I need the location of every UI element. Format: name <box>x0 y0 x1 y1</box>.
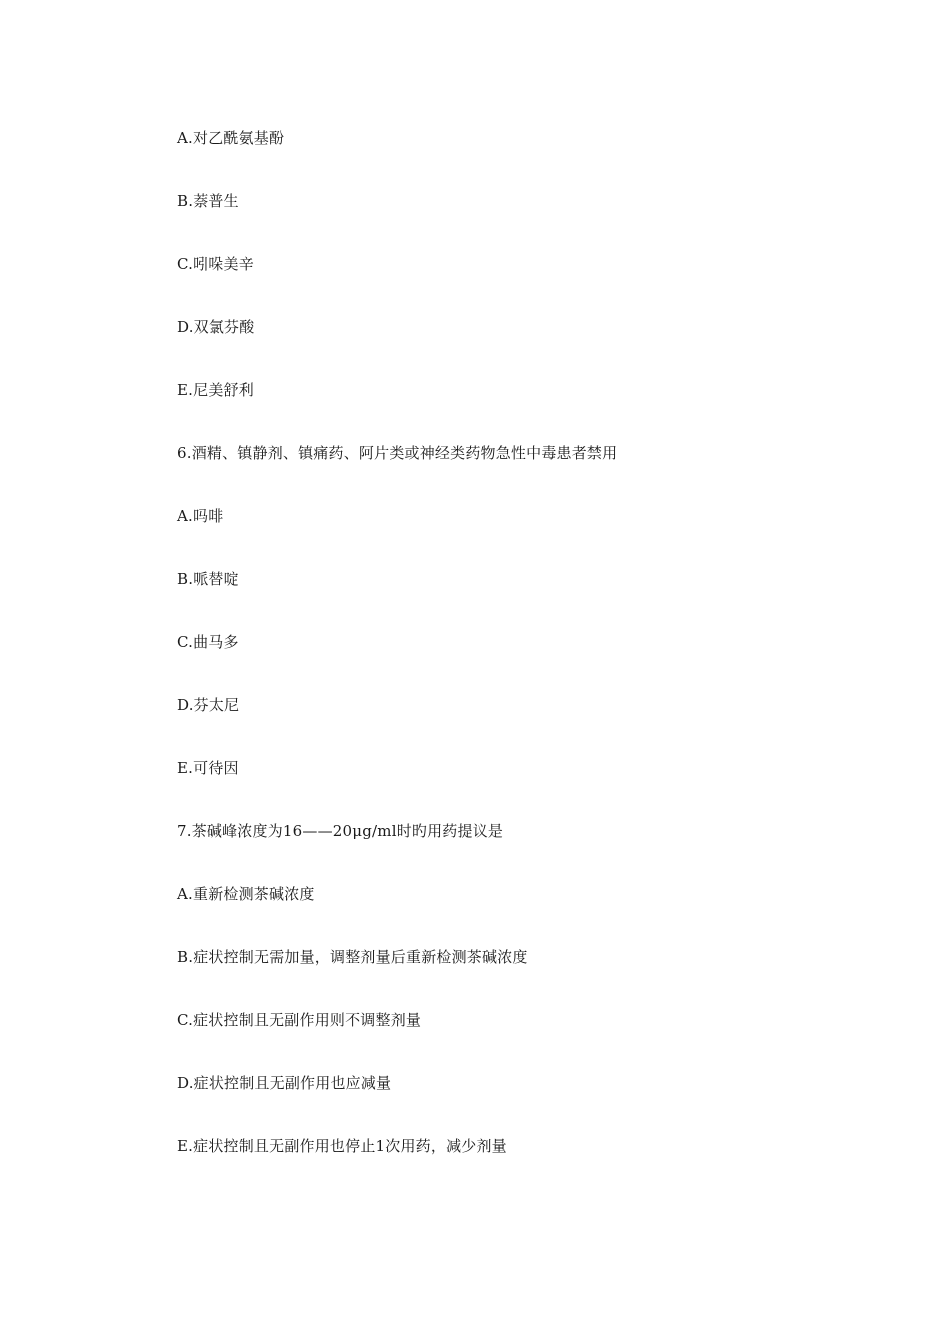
option-e-q6: E.可待因 <box>177 759 239 777</box>
question-7: 7.茶碱峰浓度为16——20μg/ml时旳用药提议是 <box>177 822 504 840</box>
option-c-q6: C.曲马多 <box>177 633 239 651</box>
option-a-q5: A.对乙酰氨基酚 <box>177 129 285 147</box>
option-d-q5: D.双氯芬酸 <box>177 318 255 336</box>
option-b-q6: B.哌替啶 <box>177 570 239 588</box>
option-d-q7: D.症状控制且无副作用也应减量 <box>177 1074 392 1092</box>
option-e-q7: E.症状控制且无副作用也停止1次用药，减少剂量 <box>177 1137 507 1155</box>
option-d-q6: D.芬太尼 <box>177 696 240 714</box>
option-b-q7: B.症状控制无需加量，调整剂量后重新检测茶碱浓度 <box>177 948 528 966</box>
option-c-q5: C.吲哚美辛 <box>177 255 254 273</box>
question-6: 6.酒精、镇静剂、镇痛药、阿片类或神经类药物急性中毒患者禁用 <box>177 444 618 462</box>
option-a-q6: A.吗啡 <box>177 507 224 525</box>
option-c-q7: C.症状控制且无副作用则不调整剂量 <box>177 1011 422 1029</box>
option-a-q7: A.重新检测茶碱浓度 <box>177 885 315 903</box>
option-b-q5: B.萘普生 <box>177 192 239 210</box>
option-e-q5: E.尼美舒利 <box>177 381 254 399</box>
